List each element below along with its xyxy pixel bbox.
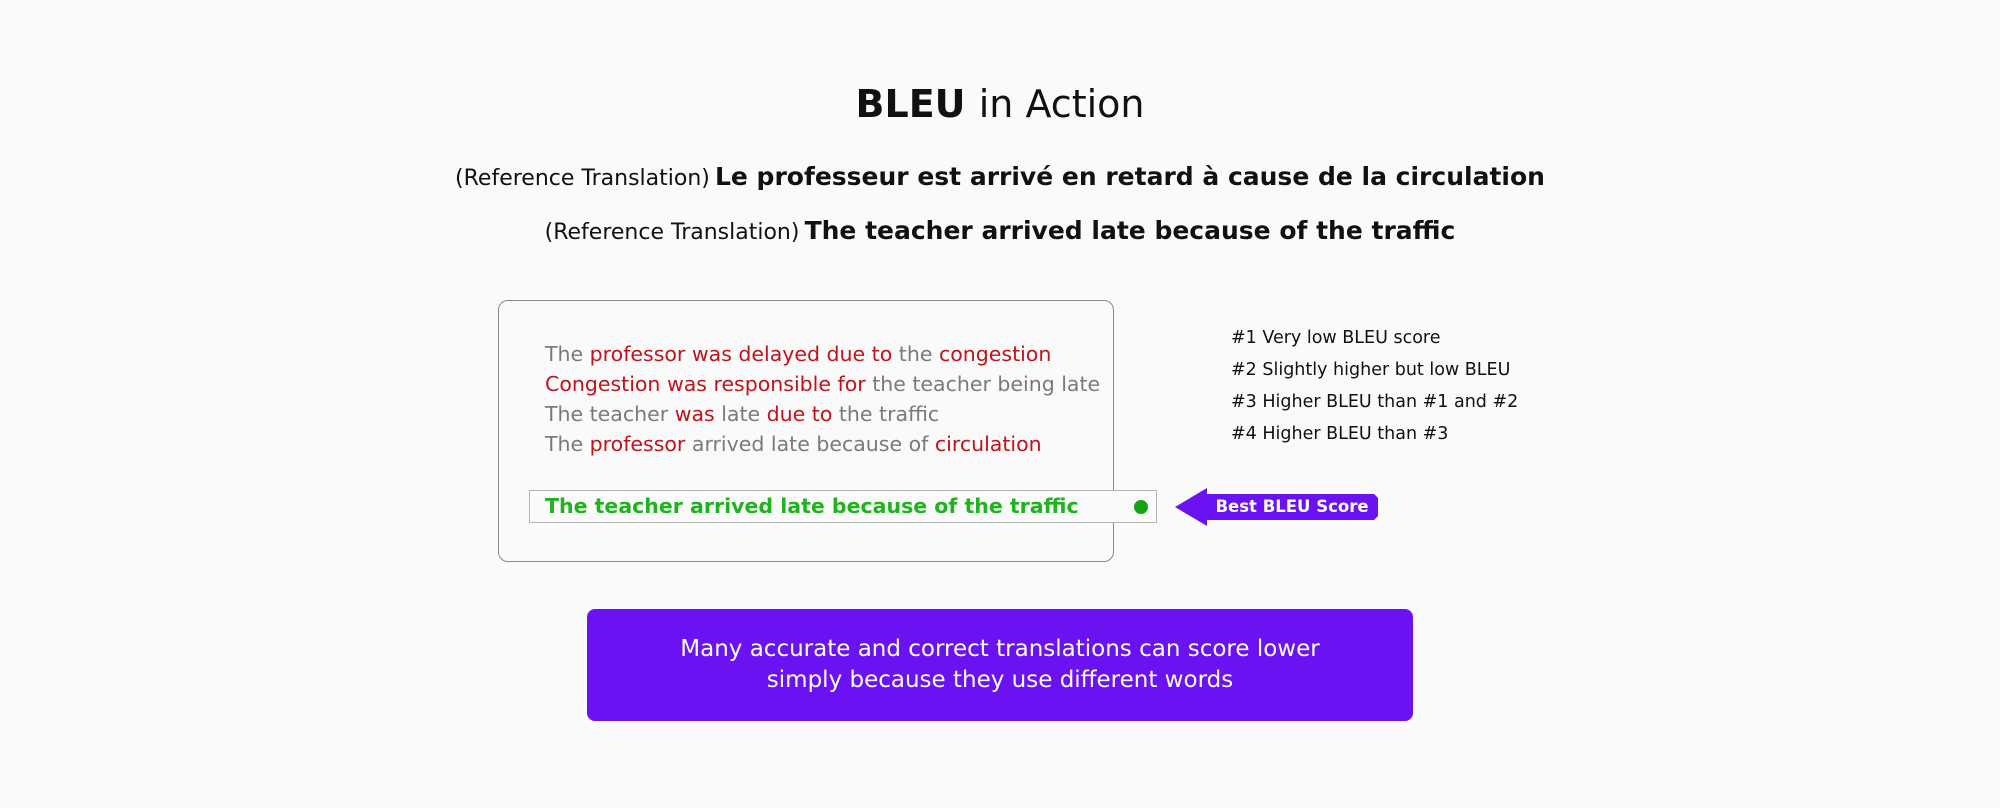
best-candidate-row: [529, 490, 1157, 523]
candidate-2: [545, 369, 1100, 399]
score-item: #2 Slightly higher but low BLEU: [1231, 360, 1511, 380]
score-item: #4 Higher BLEU than #3: [1231, 424, 1449, 444]
score-item: #3 Higher BLEU than #1 and #2: [1231, 392, 1519, 412]
candidate-segment: was: [674, 402, 715, 426]
candidate-segment: Congestion was responsible for: [545, 372, 866, 396]
best-bleu-label: Best BLEU Score: [1215, 497, 1369, 516]
slide-title: [0, 76, 2000, 132]
score-list: [1231, 322, 1518, 450]
title-rest: in Action: [978, 82, 1145, 126]
candidate-segment: professor: [589, 432, 686, 456]
candidate-list: [545, 339, 1100, 459]
candidate-segment: professor was delayed due to: [589, 342, 893, 366]
candidate-4: [545, 429, 1100, 459]
candidate-segment: The: [545, 342, 590, 366]
candidate-segment: arrived late because of: [685, 432, 935, 456]
candidate-segment: The teacher: [545, 402, 675, 426]
candidate-1: [545, 339, 1100, 369]
candidate-segment: The: [545, 432, 590, 456]
note-line: Many accurate and correct translations can score lower: [680, 636, 1320, 662]
best-candidate-sentence: The teacher arrived late because of the traffic: [545, 494, 1079, 518]
candidate-segment: circulation: [934, 432, 1042, 456]
candidate-segment: congestion: [938, 342, 1052, 366]
note-banner: [587, 609, 1413, 721]
score-item: #1 Very low BLEU score: [1231, 328, 1441, 348]
note-line: simply because they use different words: [766, 667, 1234, 693]
candidate-segment: the traffic: [832, 402, 940, 426]
reference-tag: (Reference Translation): [455, 166, 710, 191]
candidate-segment: the: [892, 342, 939, 366]
reference-sentence: Le professeur est arrivé en retard à cause de la circulation: [714, 162, 1545, 191]
title-bold: BLEU: [855, 82, 966, 126]
best-dot-icon: [1134, 500, 1148, 514]
candidate-segment: due to: [766, 402, 833, 426]
reference-french: [0, 157, 2000, 200]
reference-english: [0, 211, 2000, 254]
candidate-3: [545, 399, 1100, 429]
candidate-segment: late: [714, 402, 767, 426]
candidate-segment: the teacher being late: [865, 372, 1101, 396]
reference-sentence: The teacher arrived late because of the traffic: [804, 216, 1456, 245]
reference-tag: (Reference Translation): [544, 220, 800, 245]
